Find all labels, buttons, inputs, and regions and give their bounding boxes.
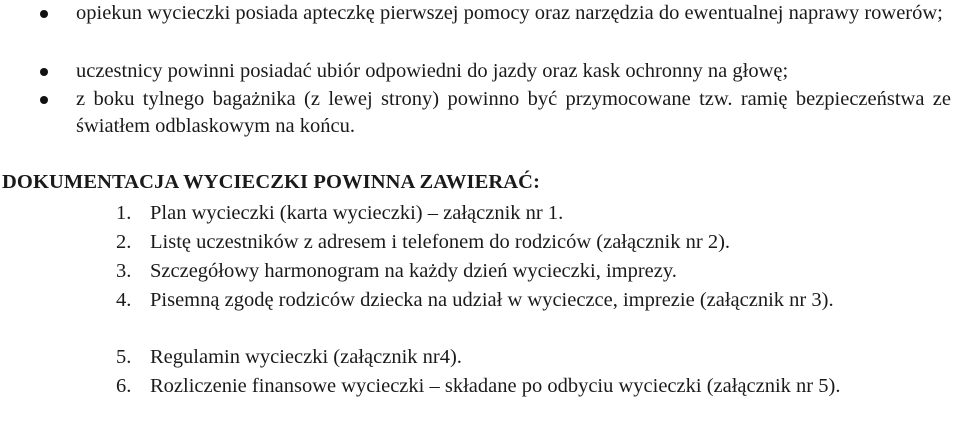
bullet-icon bbox=[40, 96, 48, 104]
bullet-text: opiekun wycieczki posiada apteczkę pierwszej pomocy oraz narzędzia do ewentualnej naprawy rowerów; bbox=[76, 2, 943, 24]
item-text: Regulamin wycieczki (załącznik nr4). bbox=[150, 346, 462, 368]
item-text: Listę uczestników z adresem i telefonem do rodziców (załącznik nr 2). bbox=[150, 231, 731, 253]
item-number: 1. bbox=[116, 202, 132, 224]
item-number: 6. bbox=[116, 375, 132, 397]
bullet-icon bbox=[40, 10, 48, 18]
section-heading: DOKUMENTACJA WYCIECZKI POWINNA ZAWIERAĆ: bbox=[2, 171, 541, 193]
item-number: 2. bbox=[116, 231, 132, 253]
item-number: 3. bbox=[116, 260, 132, 282]
bullet-text: z boku tylnego bagażnika (z lewej strony) powinno być przymocowane tzw. ramię bezpieczeństwa ze światłem odblaskowym na końcu. bbox=[76, 88, 951, 137]
item-number: 5. bbox=[116, 346, 132, 368]
item-text: Plan wycieczki (karta wycieczki) – załącznik nr 1. bbox=[150, 202, 564, 224]
item-text: Pisemną zgodę rodziców dziecka na udział w wycieczce, imprezie (załącznik nr 3). bbox=[150, 289, 834, 311]
item-number: 4. bbox=[116, 289, 132, 311]
bullet-item-first-aid bbox=[0, 0, 951, 27]
bullet-item-safety-arm bbox=[0, 86, 959, 140]
bullet-icon bbox=[40, 68, 48, 76]
bullet-item-clothing bbox=[0, 58, 796, 85]
item-text: Rozliczenie finansowe wycieczki – składane po odbyciu wycieczki (załącznik nr 5). bbox=[150, 375, 841, 397]
item-text: Szczegółowy harmonogram na każdy dzień wycieczki, imprezy. bbox=[150, 260, 677, 282]
bullet-text: uczestnicy powinni posiadać ubiór odpowiedni do jazdy oraz kask ochronny na głowę; bbox=[76, 60, 789, 82]
